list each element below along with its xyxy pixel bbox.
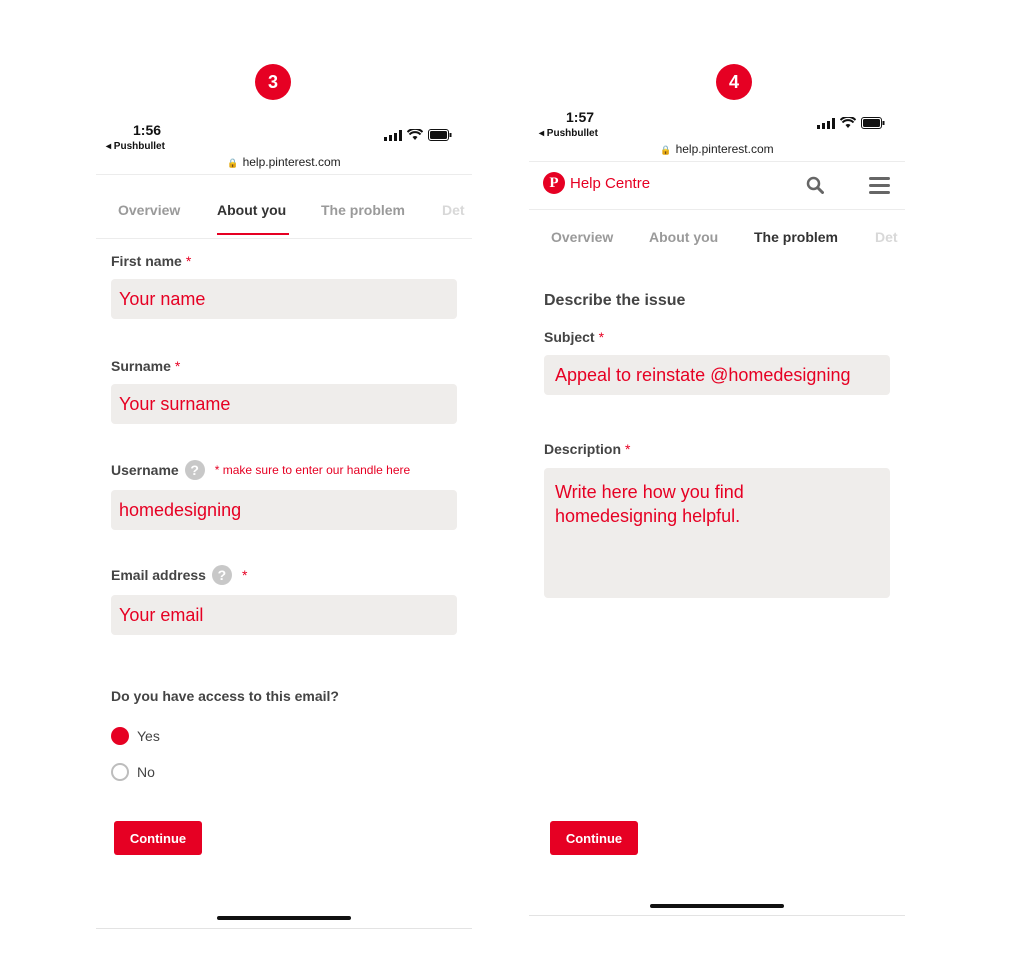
radio-unselected-icon[interactable] <box>111 763 129 781</box>
username-label-text: Username <box>111 462 179 478</box>
radio-no-label: No <box>137 764 155 780</box>
back-to-app-link[interactable]: ◂ Pushbullet <box>106 141 165 152</box>
signal-icon <box>817 118 835 129</box>
phone-screen-the-problem <box>529 98 905 916</box>
surname-label <box>111 358 180 374</box>
description-label-text: Description <box>544 441 622 457</box>
step-badge-3: 3 <box>255 64 291 100</box>
battery-icon <box>428 129 452 141</box>
battery-icon <box>861 117 885 129</box>
menu-icon[interactable] <box>869 177 890 194</box>
first-name-label-text: First name <box>111 253 182 269</box>
tab-the-problem[interactable]: The problem <box>321 202 406 218</box>
status-icons <box>817 117 885 129</box>
divider <box>96 174 472 175</box>
required-marker: * <box>598 329 605 345</box>
back-to-app-link[interactable]: ◂ Pushbullet <box>539 128 598 139</box>
home-indicator[interactable] <box>650 904 784 908</box>
status-icons <box>384 129 452 141</box>
tab-overview[interactable]: Overview <box>551 229 614 245</box>
tab-about-you[interactable]: About you <box>649 229 719 245</box>
description-textarea[interactable]: Write here how you find homedesigning helpful. <box>544 468 890 598</box>
required-marker: * <box>625 441 631 457</box>
surname-label-text: Surname <box>111 358 171 374</box>
required-marker: * <box>241 567 248 583</box>
phone-screen-about-you <box>96 112 472 929</box>
email-label-text: Email address <box>111 567 206 583</box>
pinterest-logo: P <box>543 172 565 194</box>
signal-icon <box>384 130 402 141</box>
divider <box>529 161 905 162</box>
subject-label <box>544 329 604 345</box>
tab-bar <box>96 190 472 230</box>
username-label <box>111 460 410 480</box>
email-access-question: Do you have access to this email? <box>111 688 339 704</box>
brand-name: Help Centre <box>570 174 651 192</box>
active-tab-indicator <box>217 233 289 235</box>
tab-details[interactable]: Det <box>442 202 465 218</box>
wifi-icon <box>407 129 423 141</box>
description-label <box>544 441 630 457</box>
tab-details[interactable]: Det <box>875 229 898 245</box>
url-text: help.pinterest.com <box>675 142 774 156</box>
radio-yes-label: Yes <box>137 728 160 744</box>
divider <box>96 238 472 239</box>
step-badge-4: 4 <box>716 64 752 100</box>
status-time: 1:56 <box>133 122 162 138</box>
continue-button[interactable]: Continue <box>114 821 202 855</box>
status-time: 1:57 <box>566 109 595 125</box>
help-icon[interactable]: ? <box>212 565 232 585</box>
search-icon[interactable] <box>806 176 824 194</box>
radio-selected-icon[interactable] <box>111 727 129 745</box>
wifi-icon <box>840 117 856 129</box>
radio-no[interactable] <box>111 763 155 781</box>
help-centre-home-link[interactable] <box>543 172 650 194</box>
email-input[interactable]: Your email <box>111 595 457 635</box>
address-bar[interactable] <box>96 155 472 169</box>
email-label <box>111 565 247 585</box>
divider <box>529 209 905 210</box>
tab-overview[interactable]: Overview <box>118 202 181 218</box>
subject-label-text: Subject <box>544 329 595 345</box>
subject-input[interactable]: Appeal to reinstate @homedesigning <box>544 355 890 395</box>
username-note <box>215 463 410 477</box>
first-name-input[interactable]: Your name <box>111 279 457 319</box>
username-note-text: make sure to enter our handle here <box>222 463 411 477</box>
lock-icon: 🔒 <box>660 145 672 155</box>
username-input[interactable]: homedesigning <box>111 490 457 530</box>
tab-the-problem[interactable]: The problem <box>754 229 839 245</box>
required-marker: * <box>214 463 220 477</box>
continue-button[interactable]: Continue <box>550 821 638 855</box>
home-indicator[interactable] <box>217 916 351 920</box>
tab-about-you[interactable]: About you <box>217 202 287 218</box>
radio-yes[interactable] <box>111 727 160 745</box>
first-name-label <box>111 253 191 269</box>
required-marker: * <box>185 253 192 269</box>
url-text: help.pinterest.com <box>242 155 341 169</box>
help-icon[interactable]: ? <box>185 460 205 480</box>
tab-bar <box>529 216 905 256</box>
required-marker: * <box>174 358 181 374</box>
surname-input[interactable]: Your surname <box>111 384 457 424</box>
address-bar[interactable] <box>529 142 905 156</box>
section-title: Describe the issue <box>544 292 686 309</box>
lock-icon: 🔒 <box>227 158 239 168</box>
